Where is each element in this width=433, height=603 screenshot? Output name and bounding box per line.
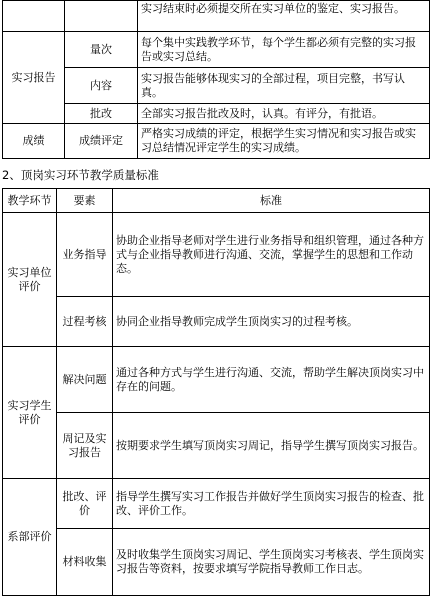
group-label-unit: 实习单位评价 [3, 213, 57, 347]
factor-cell: 成绩评定 [65, 124, 138, 159]
table-cell [3, 1, 65, 32]
table-row [3, 68, 430, 104]
factor-cell: 解决问题 [57, 347, 113, 413]
standard-cell: 按期要求学生填写顶岗实习周记，指导学生撰写顶岗实习报告。 [113, 413, 430, 479]
factor-cell: 过程考核 [57, 297, 113, 347]
internship-standards-table [2, 188, 430, 596]
group-label-student: 实习学生评价 [3, 347, 57, 479]
factor-cell: 材料收集 [57, 529, 113, 596]
section-label-report: 实习报告 [3, 32, 65, 124]
table-row [3, 213, 430, 297]
standard-cell: 指导学生撰写实习工作报告并做好学生顶岗实习报告的检查、批改、评价工作。 [113, 479, 430, 529]
standard-cell: 实习报告能够体现实习的全部过程，项目完整，书写认真。 [138, 68, 430, 104]
factor-cell: 周记及实习报告 [57, 413, 113, 479]
factor-cell: 业务指导 [57, 213, 113, 297]
table-row [3, 413, 430, 479]
factor-cell: 内容 [65, 68, 138, 104]
table-row [3, 479, 430, 529]
section-label-grade: 成绩 [3, 124, 65, 159]
column-header: 教学环节 [3, 189, 57, 213]
column-header: 要素 [57, 189, 113, 213]
standard-cell: 实习结束时必须提交所在实习单位的鉴定、实习报告。 [138, 1, 430, 32]
report-standards-table [2, 0, 430, 159]
group-label-dept: 系部评价 [3, 479, 57, 596]
column-header: 标准 [113, 189, 430, 213]
standard-cell: 严格实习成绩的评定，根据学生实习情况和实习报告或实习总结情况评定学生的实习成绩。 [138, 124, 430, 159]
standard-cell: 全部实习报告批改及时，认真。有评分，有批语。 [138, 104, 430, 124]
table-row [3, 32, 430, 68]
table-cell [65, 1, 138, 32]
standard-cell: 协同企业指导教师完成学生顶岗实习的过程考核。 [113, 297, 430, 347]
standard-cell: 及时收集学生顶岗实习周记、学生顶岗实习考核表、学生顶岗实习报告等资料，按要求填写学院指导教师工作日志。 [113, 529, 430, 596]
section-heading: 2、顶岗实习环节教学质量标准 [2, 168, 159, 182]
standard-cell: 每个集中实践教学环节，每个学生都必须有完整的实习报告或实习总结。 [138, 32, 430, 68]
factor-cell: 量次 [65, 32, 138, 68]
table-row [3, 1, 430, 32]
table-row [3, 347, 430, 413]
table-row [3, 297, 430, 347]
table-row [3, 124, 430, 159]
standard-cell: 通过各种方式与学生进行沟通、交流，帮助学生解决顶岗实习中存在的问题。 [113, 347, 430, 413]
factor-cell: 批改 [65, 104, 138, 124]
standard-cell: 协助企业指导老师对学生进行业务指导和组织管理，通过各种方式与企业指导教师进行沟通、交流，掌握学生的思想和工作动态。 [113, 213, 430, 297]
table-header-row [3, 189, 430, 213]
factor-cell: 批改、评价 [57, 479, 113, 529]
table-row [3, 104, 430, 124]
table-row [3, 529, 430, 596]
